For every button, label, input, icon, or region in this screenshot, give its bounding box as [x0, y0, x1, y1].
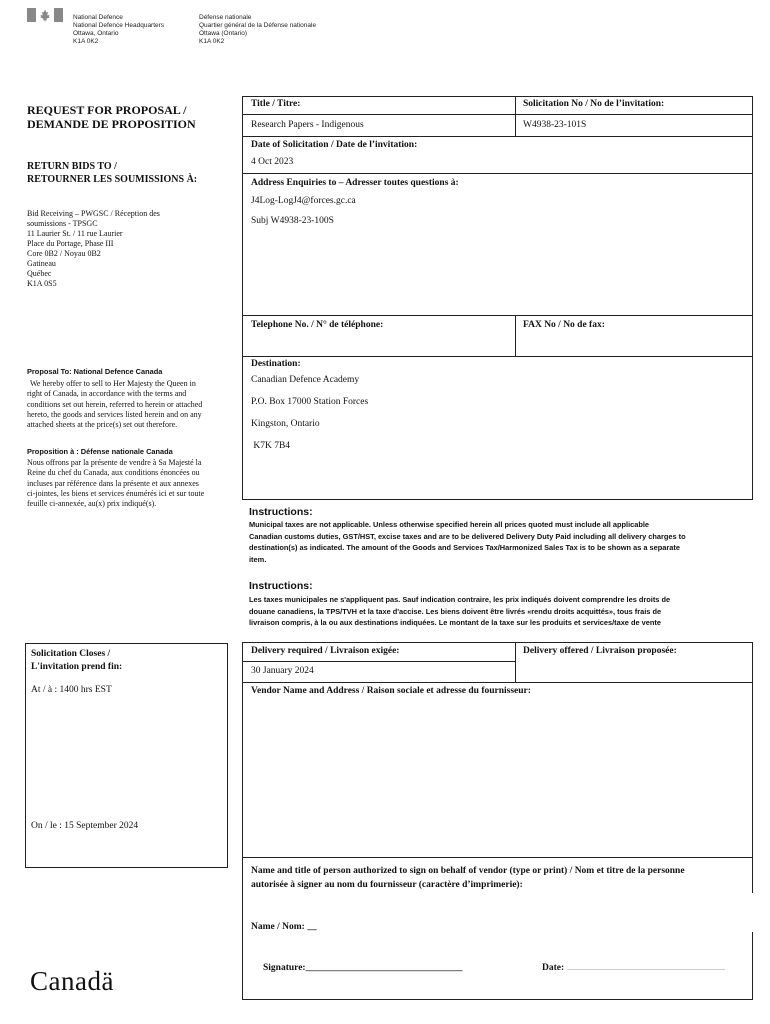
solicitation-no-label: Solicitation No / No de l’invitation: [523, 99, 665, 109]
title-label: Title / Titre: [251, 99, 301, 109]
authorized-person-label: Name and title of person authorized to sign on behalf of vendor (type or print) / Nom et titre de la personne autorisée à signer au nom du fournisseur (caractère d’imprimerie): [251, 866, 685, 890]
auth-left-rule [242, 857, 243, 1000]
bid-receiving-address: Bid Receiving – PWGSC / Réception des soumissions - TPSGC 11 Laurier St. / 11 rue Laurier Place du Portage, Phase III Core 0B2 / Noyau 0B2 Gatineau Québec K1A 0S5 [27, 209, 160, 288]
enquiries-box [242, 173, 753, 316]
title-row-rule [242, 114, 753, 115]
closing-time: At / à : 1400 hrs EST [31, 685, 112, 695]
telephone-label: Telephone No. / N° de téléphone: [251, 320, 384, 330]
canada-wordmark: Canadä [30, 966, 114, 996]
title-row [242, 96, 753, 137]
closing-date: On / le : 15 September 2024 [31, 821, 139, 831]
enquiries-subject: Subj W4938-23-100S [251, 216, 334, 226]
delivery-offered-label: Delivery offered / Livraison proposée: [523, 646, 677, 656]
destination-line-4: K7K 7B4 [251, 441, 291, 451]
delivery-divider [515, 642, 516, 683]
department-header-fr: Défense nationale Quartier général de la Défense nationale Ottawa (Ontario) K1A 0K2 [199, 14, 317, 45]
proposal-to-label: Proposal To: National Defence Canada [27, 367, 163, 376]
date-signed-field[interactable]: _________________________________ [568, 962, 725, 972]
proposition-label: Proposition à : Défense nationale Canada [27, 447, 173, 456]
solicitation-no-value: W4938-23-101S [523, 120, 587, 130]
name-field[interactable]: Name / Nom: __ [251, 922, 317, 932]
delivery-required-label: Delivery required / Livraison exigée: [251, 646, 400, 656]
destination-label: Destination: [251, 359, 301, 369]
delivery-rule [242, 661, 516, 662]
auth-right-rule-bottom [752, 932, 753, 1000]
enquiries-label: Address Enquiries to – Adresser toutes questions à: [251, 178, 459, 188]
date-of-solicitation-label: Date of Solicitation / Date de l’invitation: [251, 140, 418, 150]
date-of-solicitation-value: 4 Oct 2023 [251, 157, 294, 167]
instructions-fr-text: Les taxes municipales ne s'appliquent pas. Sauf indication contraire, les prix indiqués doivent comprendre les droits de douane canadiens, la TPS/TVH et la taxe d'accise. Les biens doivent être livrés «rendu droits acquittés», tous frais de livraison compris, à la ou aux destinations indiquées. Le montant de la taxe sur les produits et services/taxe de vente [249, 595, 671, 627]
vendor-box [242, 682, 753, 858]
title-divider [515, 96, 516, 137]
instructions-fr-heading: Instructions: [249, 580, 313, 592]
signature-field[interactable]: Signature:_________________________________ [263, 963, 463, 973]
title-value: Research Papers - Indigenous [251, 120, 364, 130]
proposal-to-text: We hereby offer to sell to Her Majesty the Queen in right of Canada, in accordance with the terms and conditions set out herein, referred to herein or attached hereto, the goods and services listed herein and on any attached sheets at the price(s) set out therefore. [27, 379, 203, 430]
enquiries-email: J4Log-LogJ4@forces.gc.ca [251, 196, 356, 206]
destination-line-2: P.O. Box 17000 Station Forces [251, 397, 369, 407]
destination-line-3: Kingston, Ontario [251, 419, 320, 429]
auth-right-rule-top [752, 857, 753, 893]
delivery-required-value: 30 January 2024 [251, 666, 314, 676]
instructions-en-text: Municipal taxes are not applicable. Unless otherwise specified herein all prices quoted must include all applicable Canadian customs duties, GST/HST, excise taxes and are to be delivered Delivery Duty Paid including all delivery charges to destination(s) as indicated. The amount of the Goods and Services Tax/Harmonized Sales Tax is to be shown as a separate item. [249, 520, 686, 564]
auth-bottom-rule [242, 999, 753, 1000]
solicitation-closes-label: Solicitation Closes / L'invitation prend fin: [31, 649, 123, 672]
department-header-en: National Defence National Defence Headquarters Ottawa, Ontario K1A 0K2 [73, 14, 165, 45]
return-bids-heading: RETURN BIDS TO / RETOURNER LES SOUMISSIONS À: [27, 161, 198, 185]
proposition-text: Nous offrons par la présente de vendre à Sa Majesté la Reine du chef du Canada, aux conditions énoncées ou incluses par référence dans la présente et aux annexes ci-jointes, les biens et services énumérés ici et sur toute feuille ci-annexée, au(x) prix indiqué(s). [27, 458, 205, 509]
rfp-title: REQUEST FOR PROPOSAL / DEMANDE DE PROPOSITION [27, 103, 196, 131]
fax-label: FAX No / No de fax: [523, 320, 605, 330]
destination-line-1: Canadian Defence Academy [251, 375, 360, 385]
instructions-en-heading: Instructions: [249, 506, 313, 518]
date-signed-label: Date: [542, 963, 565, 973]
vendor-label: Vendor Name and Address / Raison sociale et adresse du fournisseur: [251, 686, 531, 696]
phone-fax-divider [515, 315, 516, 357]
canada-flag-icon [27, 8, 63, 22]
auth-top-rule [242, 857, 753, 858]
solicitation-closes-box [25, 643, 228, 868]
